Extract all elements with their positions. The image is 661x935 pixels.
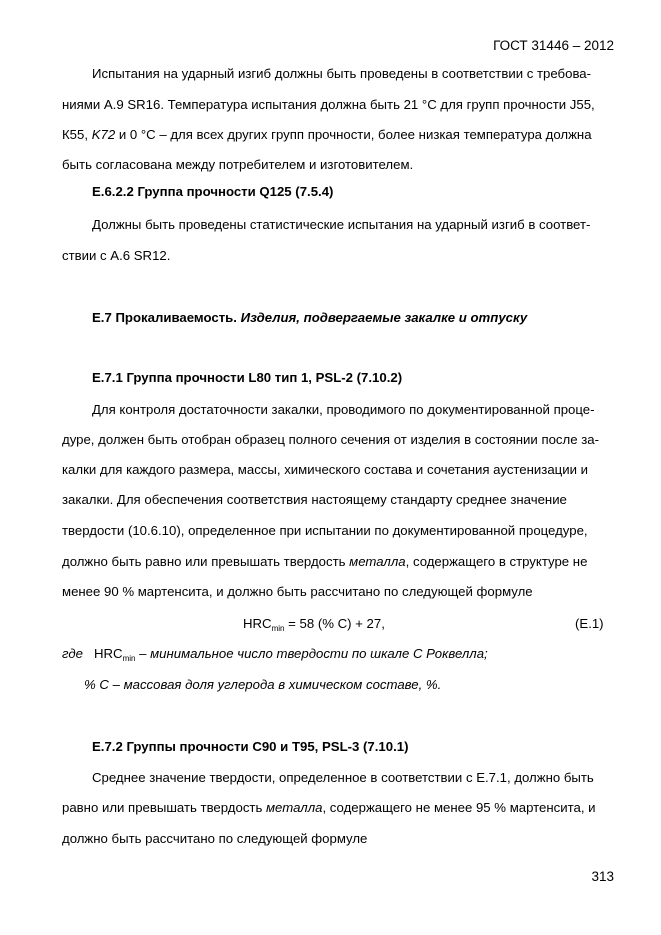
document-header: ГОСТ 31446 – 2012	[493, 38, 614, 53]
paragraph-line: быть согласована между потребителем и изготовителем.	[62, 157, 414, 172]
heading-title: Е.7 Прокаливаемость.	[92, 310, 237, 325]
italic-grade: K72	[91, 127, 116, 142]
paragraph-line: ствии с А.6 SR12.	[62, 248, 171, 263]
section-heading: Е.6.2.2 Группа прочности Q125 (7.5.4)	[92, 184, 334, 199]
heading-subtitle: Изделия, подвергаемые закалке и отпуску	[240, 310, 528, 325]
paragraph-line	[62, 554, 587, 570]
where-description: – минимальное число твердости по шкале С Роквелла;	[135, 646, 488, 661]
text-fragment: и 0 °С – для всех других групп прочности, более низкая температура должна	[118, 127, 592, 142]
formula-number: (Е.1)	[575, 616, 604, 631]
paragraph-line: Должны быть проведены статистические испытания на ударный изгиб в соответ-	[92, 217, 591, 232]
formula-expression: = 58 (% С) + 27,	[284, 616, 385, 631]
formula-subscript: min	[271, 624, 285, 633]
paragraph-line: дуре, должен быть отобран образец полного сечения от изделия в состоянии после за-	[62, 432, 599, 447]
text-fragment: , содержащего не менее 95 % мартенсита, и	[322, 800, 596, 815]
where-subscript: min	[122, 654, 136, 663]
text-fragment: , содержащего в структуре не	[405, 554, 588, 569]
formula-symbol: HRC	[243, 616, 272, 631]
section-heading: Е.7.2 Группы прочности С90 и Т95, PSL-3 (7.10.1)	[92, 739, 409, 754]
paragraph-line: Испытания на ударный изгиб должны быть проведены в соответствии с требова-	[92, 66, 592, 81]
page-number: 313	[591, 869, 614, 884]
paragraph-line: калки для каждого размера, массы, химического состава и сочетания аустенизации и	[62, 462, 588, 477]
paragraph-line: Среднее значение твердости, определенное в соответствии с Е.7.1, должно быть	[92, 770, 594, 785]
italic-term: металла	[266, 800, 323, 815]
paragraph-line: ниями А.9 SR16. Температура испытания должна быть 21 °С для групп прочности J55,	[62, 97, 595, 112]
paragraph-line: должно быть рассчитано по следующей формуле	[62, 831, 368, 846]
formula	[243, 616, 385, 637]
paragraph-line	[62, 127, 592, 143]
section-heading	[92, 310, 527, 326]
paragraph-line: менее 90 % мартенсита, и должно быть рассчитано по следующей формуле	[62, 584, 533, 599]
where-symbol: HRC	[93, 646, 123, 661]
italic-term: металла	[349, 554, 406, 569]
where-line: % С – массовая доля углерода в химическом составе, %.	[84, 677, 442, 692]
text-fragment: должно быть равно или превышать твердость	[62, 554, 346, 569]
text-fragment: К55,	[62, 127, 89, 142]
where-clause	[62, 646, 488, 667]
section-heading: Е.7.1 Группа прочности L80 тип 1, PSL-2 (7.10.2)	[92, 370, 403, 385]
where-keyword: где	[62, 646, 83, 661]
paragraph-line	[62, 800, 596, 816]
text-fragment: равно или превышать твердость	[62, 800, 263, 815]
paragraph-line: твердости (10.6.10), определенное при испытании по документированной процедуре,	[62, 523, 588, 538]
paragraph-line: Для контроля достаточности закалки, проводимого по документированной проце-	[92, 402, 595, 417]
paragraph-line: закалки. Для обеспечения соответствия настоящему стандарту среднее значение	[62, 492, 567, 507]
